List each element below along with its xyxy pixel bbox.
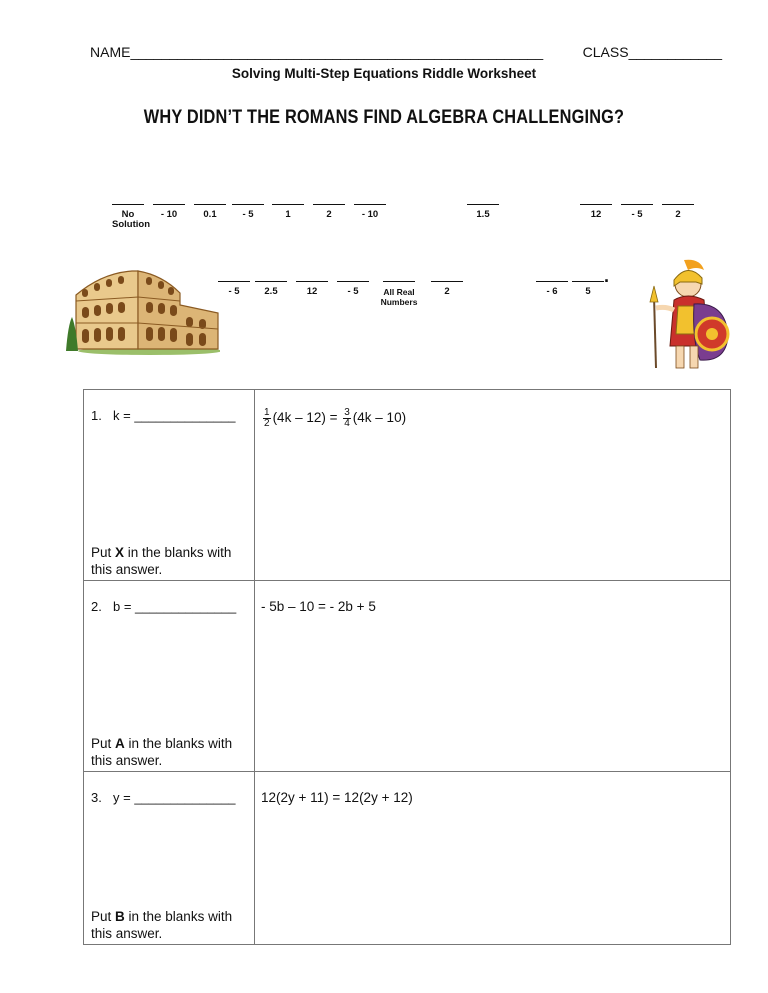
answer-blank[interactable] xyxy=(296,281,328,297)
answer-label: No Solution xyxy=(112,209,150,230)
answer-blank[interactable] xyxy=(662,204,694,220)
answer-label: 2 xyxy=(444,286,450,297)
answer-letter: B xyxy=(115,909,125,924)
answer-blank[interactable] xyxy=(272,204,304,220)
problem-answer-line[interactable] xyxy=(91,790,236,805)
problem-row xyxy=(84,772,731,945)
answer-letter: X xyxy=(115,545,125,560)
answer-label: - 5 xyxy=(228,286,240,297)
answer-blank[interactable] xyxy=(580,204,612,220)
problem-number: 1. xyxy=(91,408,102,423)
answer-label: 0.1 xyxy=(203,209,217,220)
problems-table xyxy=(83,389,731,945)
answer-blank[interactable] xyxy=(467,204,499,220)
answer-label: - 10 xyxy=(160,209,178,220)
answer-cell xyxy=(84,772,255,945)
colosseum-illustration xyxy=(62,265,220,355)
fraction: $\frac{1}{2}$ xyxy=(264,407,270,429)
problem-number: 3. xyxy=(91,790,102,805)
worksheet-subtitle: Solving Multi-Step Equations Riddle Worksheet xyxy=(231,66,537,81)
answer-label: 12 xyxy=(590,209,602,220)
riddle-question: WHY DIDN’T THE ROMANS FIND ALGEBRA CHALLENGING? xyxy=(143,107,625,128)
answer-label: 2.5 xyxy=(264,286,278,297)
answer-blank[interactable] xyxy=(153,204,185,220)
answer-blank-line: y = ______________ xyxy=(113,790,236,805)
answer-label: - 5 xyxy=(631,209,643,220)
answer-letter: A xyxy=(115,736,125,751)
problem-number: 2. xyxy=(91,599,102,614)
answer-label: - 5 xyxy=(242,209,254,220)
answer-label: 1 xyxy=(285,209,291,220)
instruction-text: Put A in the blanks with this answer. xyxy=(91,736,233,768)
work-cell[interactable] xyxy=(255,772,731,945)
instruction-text: Put B in the blanks with this answer. xyxy=(91,909,233,941)
answer-cell xyxy=(84,581,255,772)
answer-label: - 5 xyxy=(347,286,359,297)
answer-cell xyxy=(84,390,255,581)
problem-answer-line[interactable] xyxy=(91,599,236,614)
answer-blank[interactable] xyxy=(354,204,386,220)
answer-label: 12 xyxy=(306,286,318,297)
roman-soldier-illustration xyxy=(644,256,730,376)
work-cell[interactable] xyxy=(255,390,731,581)
name-field-label[interactable]: NAME_____________________________________________________ xyxy=(90,44,544,60)
instruction-text: Put X in the blanks with this answer. xyxy=(91,545,232,577)
answer-blank[interactable] xyxy=(218,281,250,297)
answer-blank[interactable] xyxy=(313,204,345,220)
class-field-label[interactable]: CLASS____________ xyxy=(582,44,722,60)
answer-label: 1.5 xyxy=(476,209,490,220)
answer-blank[interactable] xyxy=(621,204,653,220)
sentence-period: . xyxy=(604,266,610,286)
answer-label: All Real Numbers xyxy=(380,287,418,307)
answer-blank[interactable] xyxy=(255,281,287,297)
answer-blank[interactable] xyxy=(232,204,264,220)
answer-blank[interactable] xyxy=(431,281,463,297)
answer-label: 5 xyxy=(585,286,591,297)
answer-blank-line: b = ______________ xyxy=(113,599,237,614)
fraction: $\frac{3}{4}$ xyxy=(344,407,350,429)
equation: 12(2y + 11) = 12(2y + 12) xyxy=(261,790,413,805)
answer-label: 2 xyxy=(675,209,681,220)
answer-label: - 10 xyxy=(361,209,379,220)
problem-answer-line[interactable] xyxy=(91,408,236,423)
work-cell[interactable] xyxy=(255,581,731,772)
answer-blank[interactable] xyxy=(378,281,420,307)
problem-row xyxy=(84,581,731,772)
answer-blank[interactable] xyxy=(337,281,369,297)
answer-blank[interactable] xyxy=(536,281,568,297)
problem-row xyxy=(84,390,731,581)
answer-blank[interactable] xyxy=(112,204,150,230)
equation: - 5b – 10 = - 2b + 5 xyxy=(261,599,376,614)
answer-blank-line: k = ______________ xyxy=(113,408,236,423)
answer-label: 2 xyxy=(326,209,332,220)
equation: $\frac{1}{2}$ (4k – 12) = $\frac{3}{4}$ (4k – 10) xyxy=(264,407,407,429)
answer-blank[interactable] xyxy=(194,204,226,220)
answer-label: - 6 xyxy=(546,286,558,297)
answer-blank[interactable] xyxy=(572,281,604,297)
